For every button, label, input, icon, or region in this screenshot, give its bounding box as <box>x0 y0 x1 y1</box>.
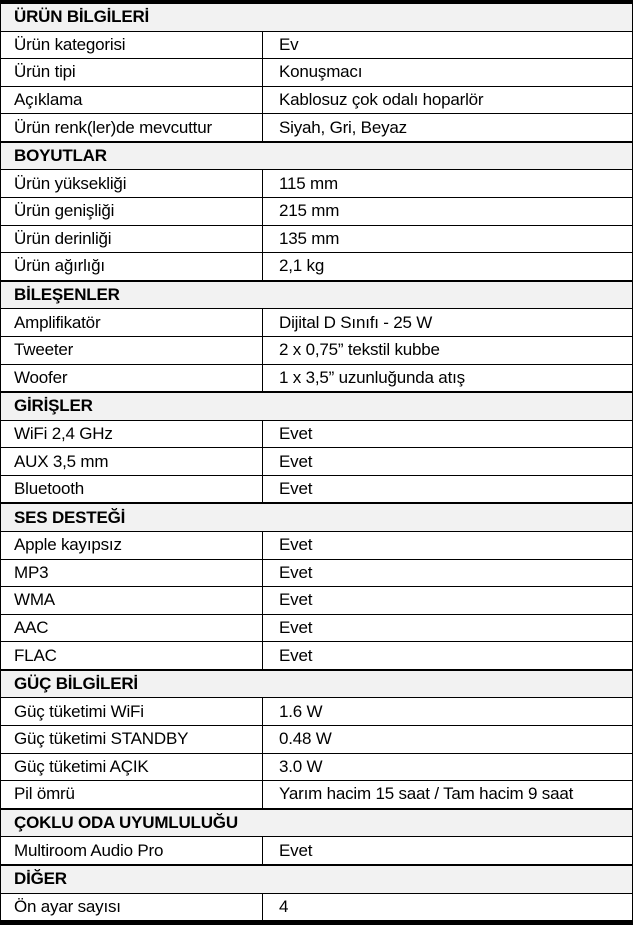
table-row <box>1 364 632 392</box>
section-header <box>1 808 632 837</box>
spec-label-cell <box>1 476 263 503</box>
spec-value-cell <box>263 448 632 475</box>
table-row <box>1 531 632 559</box>
section-header <box>1 280 632 309</box>
spec-value: Evet <box>279 645 313 665</box>
spec-value-cell <box>263 198 632 225</box>
spec-value-cell <box>263 32 632 59</box>
spec-value: 2 x 0,75” tekstil kubbe <box>279 340 440 360</box>
spec-value: 1.6 W <box>279 701 323 721</box>
table-row <box>1 893 632 921</box>
spec-value-cell <box>263 114 632 141</box>
spec-value-cell <box>263 587 632 614</box>
section-header <box>1 864 632 893</box>
table-row <box>1 31 632 59</box>
spec-label: Ön ayar sayısı <box>14 896 121 916</box>
table-row <box>1 169 632 197</box>
spec-label: Amplifikatör <box>14 312 101 332</box>
spec-value: Evet <box>279 618 313 637</box>
table-row <box>1 725 632 753</box>
spec-label: Ürün renk(ler)de mevcuttur <box>14 117 212 137</box>
spec-label: FLAC <box>14 645 57 665</box>
spec-value-cell <box>263 421 632 448</box>
spec-label: Apple kayıpsız <box>14 535 122 555</box>
spec-label: Bluetooth <box>14 479 85 499</box>
section-header <box>1 502 632 531</box>
spec-label: Ürün yüksekliği <box>14 173 127 193</box>
spec-label: Pil ömrü <box>14 784 75 804</box>
spec-value-cell <box>263 560 632 587</box>
table-row <box>1 753 632 781</box>
spec-label: Ürün derinliği <box>14 228 112 248</box>
spec-label: Güç tüketimi AÇIK <box>14 756 149 776</box>
table-row <box>1 58 632 86</box>
spec-label-cell <box>1 587 263 614</box>
spec-label-cell <box>1 59 263 86</box>
spec-label-cell <box>1 837 263 864</box>
table-row <box>1 559 632 587</box>
table-row <box>1 336 632 364</box>
spec-value: 215 mm <box>279 201 340 221</box>
spec-value: Evet <box>279 479 313 499</box>
section-title: DİĞER <box>14 869 67 889</box>
table-row <box>1 836 632 864</box>
spec-label: Woofer <box>14 367 68 387</box>
table-row <box>1 614 632 642</box>
spec-value-cell <box>263 226 632 253</box>
spec-value: Yarım hacim 15 saat / Tam hacim 9 saat <box>279 784 574 804</box>
spec-value-cell <box>263 532 632 559</box>
spec-label-cell <box>1 726 263 753</box>
spec-label-cell <box>1 337 263 364</box>
spec-value: Siyah, Gri, Beyaz <box>279 117 407 137</box>
spec-label-cell <box>1 448 263 475</box>
spec-label-cell <box>1 32 263 59</box>
spec-label: Ürün ağırlığı <box>14 256 105 276</box>
table-row <box>1 447 632 475</box>
spec-value-cell <box>263 837 632 864</box>
section-header <box>1 391 632 420</box>
spec-value: Konuşmacı <box>279 62 363 82</box>
spec-label-cell <box>1 894 263 921</box>
spec-value-cell <box>263 170 632 197</box>
spec-value: Evet <box>279 423 313 443</box>
spec-label-cell <box>1 87 263 114</box>
spec-value-cell <box>263 726 632 753</box>
spec-value: 4 <box>279 896 289 916</box>
section-header <box>1 669 632 698</box>
spec-label: AUX 3,5 mm <box>14 451 109 471</box>
spec-value-cell <box>263 894 632 921</box>
spec-label-cell <box>1 365 263 392</box>
spec-label: Multiroom Audio Pro <box>14 840 164 860</box>
spec-label-cell <box>1 170 263 197</box>
table-row <box>1 308 632 336</box>
spec-label: Ürün kategorisi <box>14 34 126 54</box>
spec-label-cell <box>1 781 263 808</box>
section-header <box>1 141 632 170</box>
table-row <box>1 475 632 503</box>
spec-value: 135 mm <box>279 228 340 248</box>
spec-label: Açıklama <box>14 90 83 110</box>
spec-label-cell <box>1 253 263 280</box>
spec-value: 115 mm <box>279 173 338 193</box>
spec-label-cell <box>1 421 263 448</box>
spec-value-cell <box>263 642 632 669</box>
spec-label: WMA <box>14 590 55 610</box>
spec-label: Ürün tipi <box>14 62 76 82</box>
section-title: BOYUTLAR <box>14 146 107 166</box>
spec-label-cell <box>1 615 263 642</box>
table-row <box>1 225 632 253</box>
spec-label: WiFi 2,4 GHz <box>14 423 113 443</box>
table-row <box>1 586 632 614</box>
spec-label-cell <box>1 309 263 336</box>
spec-label: MP3 <box>14 562 49 582</box>
table-row <box>1 641 632 669</box>
section-title: ÇOKLU ODA UYUMLULUĞU <box>14 813 238 833</box>
section-title: BİLEŞENLER <box>14 285 120 305</box>
section-title: ÜRÜN BİLGİLERİ <box>14 7 150 27</box>
spec-value-cell <box>263 337 632 364</box>
spec-value-cell <box>263 309 632 336</box>
spec-label-cell <box>1 198 263 225</box>
spec-value-cell <box>263 253 632 280</box>
spec-value: 1 x 3,5” uzunluğunda atış <box>279 367 465 387</box>
spec-value: 3.0 W <box>279 756 323 776</box>
spec-label: AAC <box>14 618 49 637</box>
section-title: GİRİŞLER <box>14 396 93 416</box>
spec-value-cell <box>263 365 632 392</box>
spec-label-cell <box>1 642 263 669</box>
spec-value: Kablosuz çok odalı hoparlör <box>279 90 484 110</box>
spec-value-cell <box>263 781 632 808</box>
spec-label-cell <box>1 560 263 587</box>
spec-value-cell <box>263 59 632 86</box>
table-row <box>1 697 632 725</box>
spec-value: Evet <box>279 590 313 610</box>
spec-label: Tweeter <box>14 340 74 360</box>
spec-value: Evet <box>279 451 313 471</box>
spec-label: Güç tüketimi STANDBY <box>14 729 189 749</box>
spec-value-cell <box>263 87 632 114</box>
section-header <box>1 4 632 31</box>
spec-value: Evet <box>279 535 313 555</box>
spec-label-cell <box>1 754 263 781</box>
table-row <box>1 86 632 114</box>
table-row <box>1 197 632 225</box>
spec-label-cell <box>1 114 263 141</box>
spec-value: Evet <box>279 840 313 860</box>
spec-label-cell <box>1 532 263 559</box>
spec-value: Ev <box>279 34 299 54</box>
section-title: SES DESTEĞİ <box>14 507 126 527</box>
spec-value-cell <box>263 754 632 781</box>
spec-label: Ürün genişliği <box>14 201 115 221</box>
table-row <box>1 420 632 448</box>
section-title: GÜÇ BİLGİLERİ <box>14 674 138 694</box>
spec-label: Güç tüketimi WiFi <box>14 701 144 721</box>
spec-value: 0.48 W <box>279 729 332 749</box>
spec-value: Dijital D Sınıfı - 25 W <box>279 312 433 332</box>
table-row <box>1 780 632 808</box>
spec-label-cell <box>1 226 263 253</box>
spec-value: 2,1 kg <box>279 256 325 276</box>
spec-label-cell <box>1 698 263 725</box>
table-row <box>1 113 632 141</box>
spec-value: Evet <box>279 562 313 582</box>
table-row <box>1 252 632 280</box>
spec-value-cell <box>263 615 632 642</box>
spec-value-cell <box>263 476 632 503</box>
spec-value-cell <box>263 698 632 725</box>
